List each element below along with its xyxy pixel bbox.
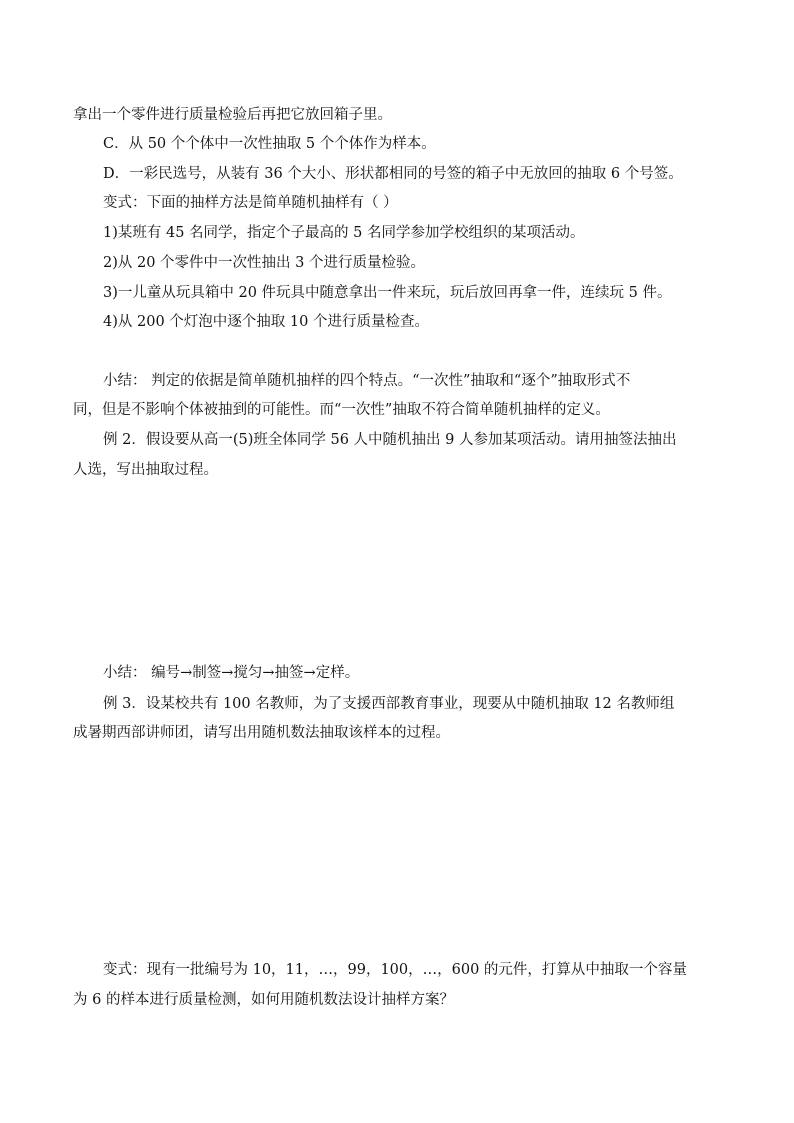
variant-item-4: 4)从 200 个灯泡中逐个抽取 10 个进行质量检查。 (103, 314, 429, 330)
summary-1-line-2: 同，但是不影响个体被抽到的可能性。而“一次性”抽取不符合简单随机抽样的定义。 (73, 402, 610, 418)
option-d: D．一彩民选号，从装有 36 个大小、形状都相同的号签的箱子中无放回的抽取 6 个号签。 (103, 166, 683, 182)
example-2-line-2: 人选，写出抽取过程。 (73, 462, 218, 478)
variant-2-line-1: 变式：现有一批编号为 10，11，…，99，100，…，600 的元件，打算从中抽取一个容量 (103, 962, 687, 978)
option-c: C．从 50 个个体中一次性抽取 5 个个体作为样本。 (103, 136, 436, 152)
variant-question: 变式：下面的抽样方法是简单随机抽样有（ ） (103, 195, 398, 211)
text-line-continuation: 拿出一个零件进行质量检验后再把它放回箱子里。 (73, 107, 392, 123)
example-3-line-1: 例 3．设某校共有 100 名教师，为了支援西部教育事业，现要从中随机抽取 12 名教师组 (103, 696, 675, 712)
example-3-line-2: 成暑期西部讲师团，请写出用随机数法抽取该样本的过程。 (73, 725, 450, 741)
variant-item-3: 3)一儿童从玩具箱中 20 件玩具中随意拿出一件来玩，玩后放回再拿一件，连续玩 5 件。 (103, 285, 672, 301)
summary-2: 小结： 编号→制签→搅匀→抽签→定样。 (103, 665, 360, 681)
example-2-line-1: 例 2．假设要从高一(5)班全体同学 56 人中随机抽出 9 人参加某项活动。请用抽签法抽出 (103, 432, 677, 448)
variant-item-1: 1)某班有 45 名同学，指定个子最高的 5 名同学参加学校组织的某项活动。 (103, 225, 585, 241)
summary-1-line-1: 小结： 判定的依据是简单随机抽样的四个特点。“一次性”抽取和“逐个”抽取形式不 (103, 373, 631, 389)
variant-2-line-2: 为 6 的样本进行质量检测，如何用随机数法设计抽样方案？ (73, 992, 454, 1008)
variant-item-2: 2)从 20 个零件中一次性抽出 3 个进行质量检验。 (103, 255, 425, 271)
